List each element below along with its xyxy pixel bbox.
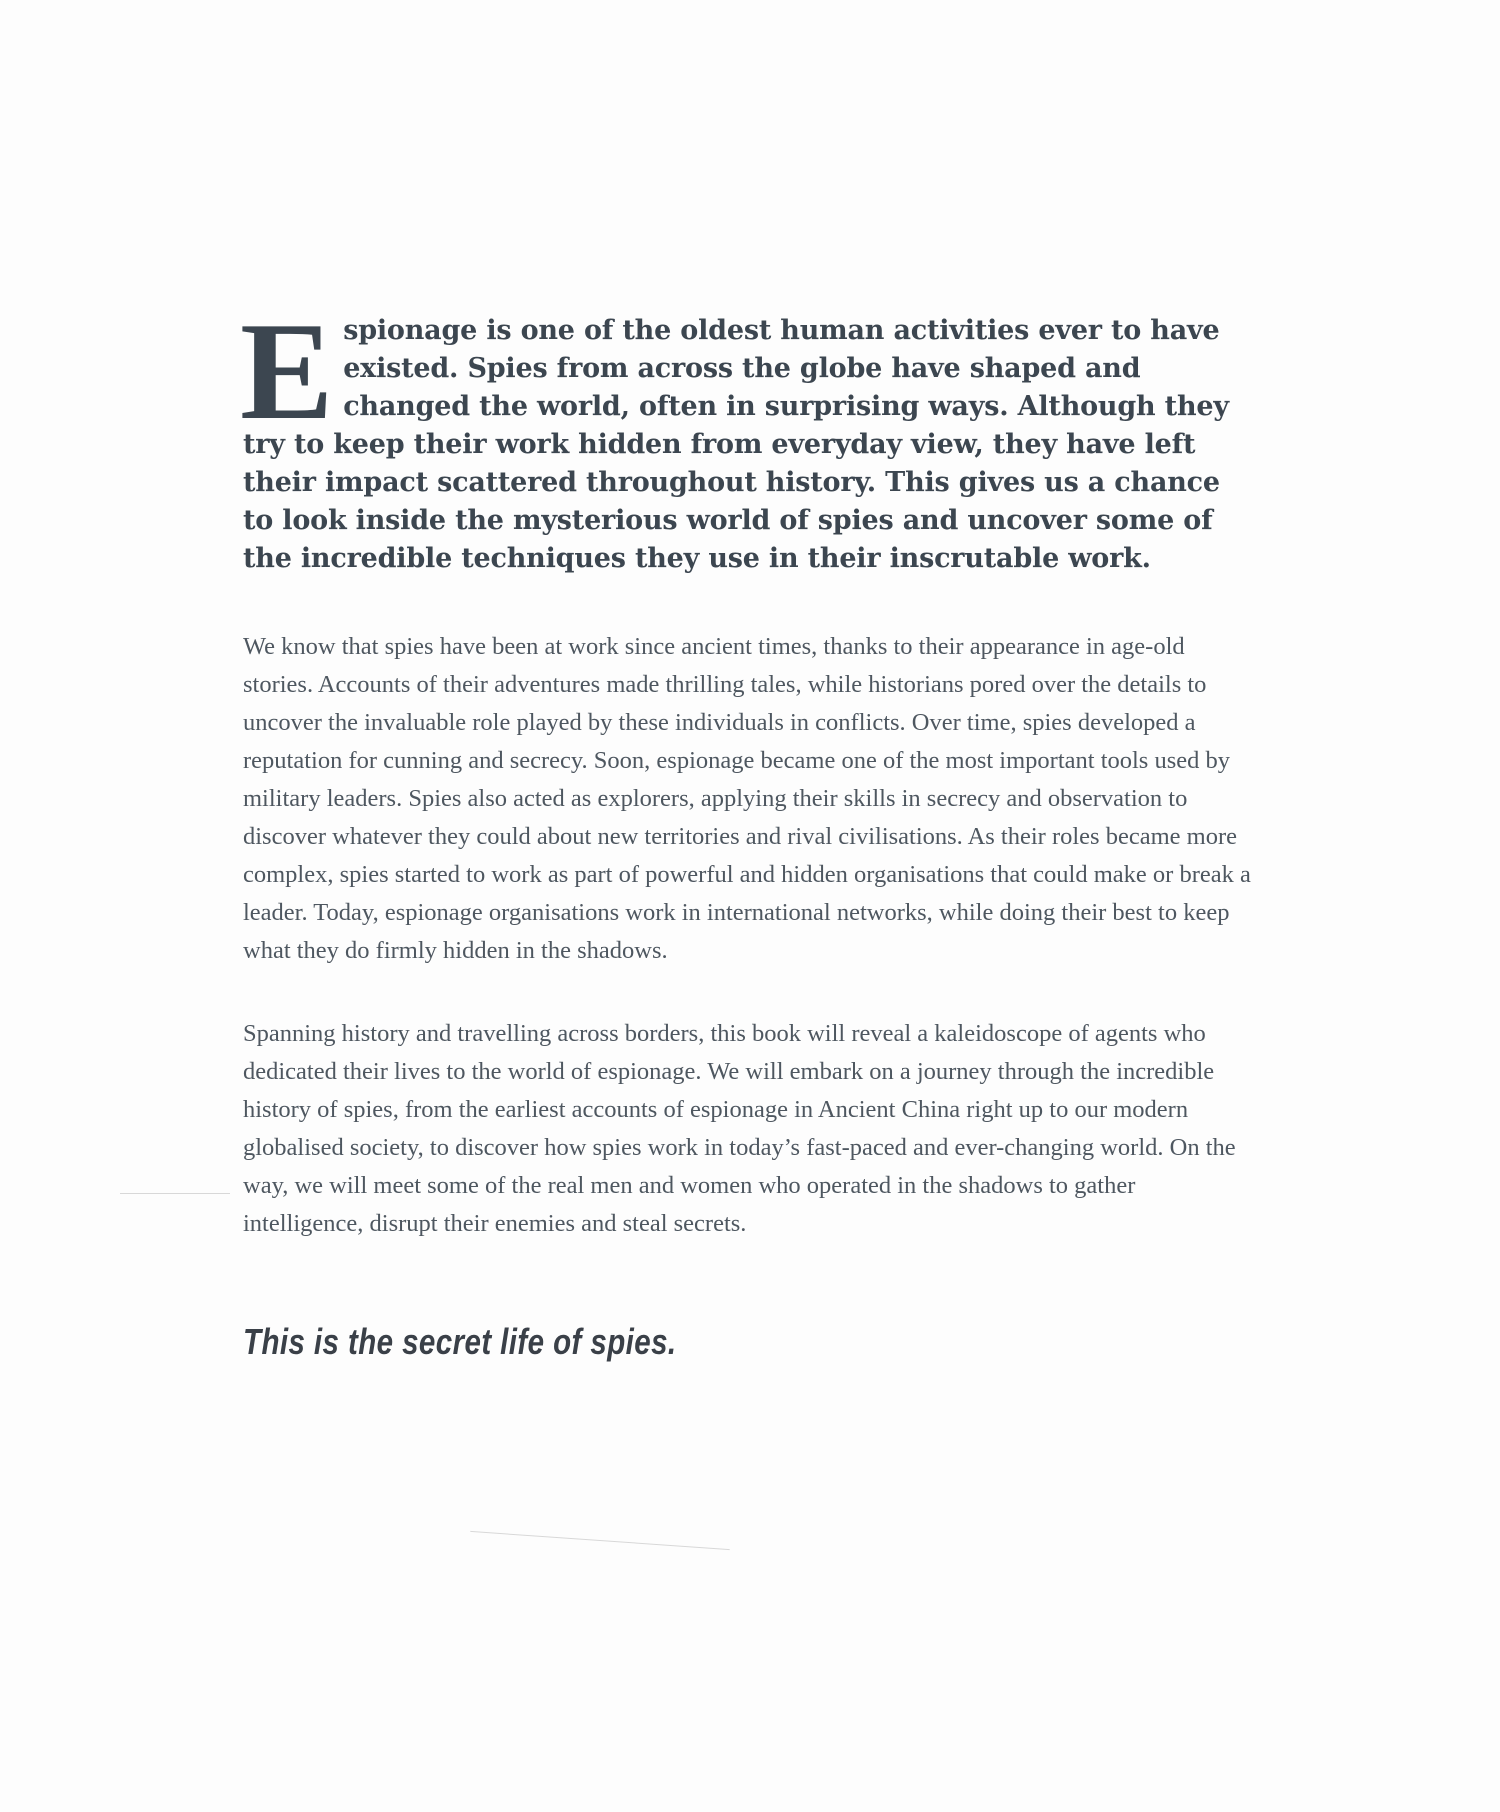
- scan-mark: [120, 1193, 230, 1194]
- drop-cap: E: [240, 294, 334, 449]
- main-content: [240, 294, 1253, 1363]
- intro-paragraph: [240, 294, 1253, 578]
- body-paragraph-2: Spanning history and travelling across borders, this book will reveal a kaleidoscope of agents who dedicated their lives to the world of espionage. We will embark on a journey through the incredible history of spies, from the earliest accounts of espionage in Ancient China right up to our modern globalised society, to discover how spies work in today’s fast-paced and ever-changing world. On the way, we will meet some of the real men and women who operated in the shadows to gather intelligence, disrupt their enemies and steal secrets.: [243, 1020, 1236, 1237]
- scan-mark: [470, 1531, 729, 1550]
- intro-text: spionage is one of the oldest human activities ever to have existed. Spies from across the globe have shaped and changed the world, often in surprising ways. Although they try to keep their work hidden from everyday view, they have left their impact scattered throughout history. This gives us a chance to look inside the mysterious world of spies and uncover some of the incredible techniques they use in their inscrutable work.: [243, 315, 1229, 574]
- body-paragraph-1: We know that spies have been at work since ancient times, thanks to their appearance in age-old stories. Accounts of their adventures made thrilling tales, while historians pored over the details to uncover the invaluable role played by these individuals in conflicts. Over time, spies developed a reputation for cunning and secrecy. Soon, espionage became one of the most important tools used by military leaders. Spies also acted as explorers, applying their skills in secrecy and observation to discover whatever they could about new territories and rival civilisations. As their roles became more complex, spies started to work as part of powerful and hidden organisations that could make or break a leader. Today, espionage organisations work in international networks, while doing their best to keep what they do firmly hidden in the shadows.: [243, 633, 1251, 964]
- closing-line: This is the secret life of spies.: [243, 1321, 677, 1362]
